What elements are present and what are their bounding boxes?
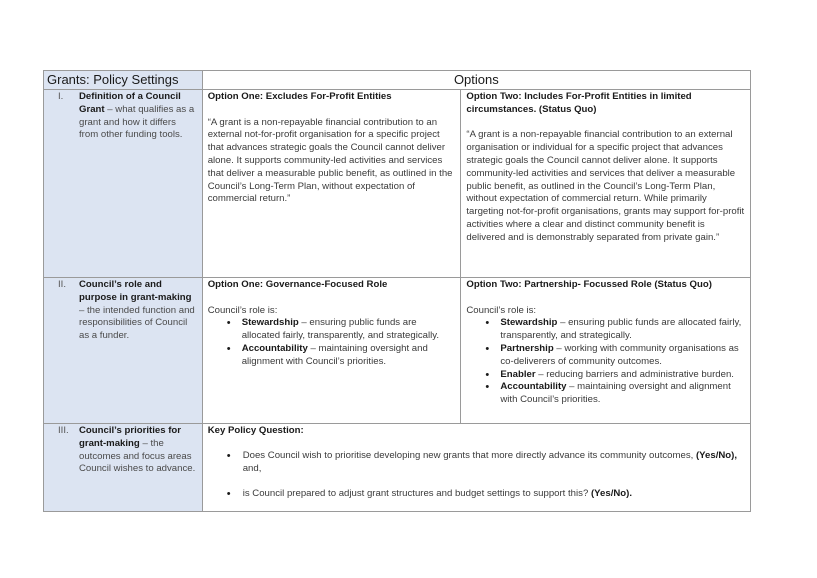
bullet-term: Accountability [241, 342, 308, 354]
row-label-cell [44, 90, 203, 278]
bullet-item [480, 369, 745, 382]
row-label-bold: Definition of a Council Grant [79, 91, 181, 115]
bullet-item [480, 343, 745, 369]
bullet-desc: – ensuring public funds are allocated fairly, transparently, and strategically. [500, 317, 742, 342]
table-row [44, 278, 751, 424]
row-label-desc: – the intended function and responsibilities of Council as a funder. [79, 304, 195, 342]
question-after: and, [242, 462, 262, 474]
row-label-bold: Council’s role and purpose in grant-making [79, 279, 192, 303]
bullet-desc: – maintaining oversight and alignment with Council’s priorities. [241, 342, 428, 367]
option-two-cell [461, 90, 751, 278]
option-one-cell [202, 90, 461, 278]
header-policy-settings: Grants: Policy Settings [44, 71, 203, 90]
option-one-intro: Council’s role is: [207, 304, 278, 316]
bullet-desc: – reducing barriers and administrative burden. [535, 368, 734, 380]
bullet-desc: – working with community organisations as co-deliverers of community outcomes. [500, 342, 739, 367]
bullet-desc: – ensuring public funds are allocated fairly, transparently, and strategically. [241, 317, 440, 342]
row-label-cell [44, 278, 203, 424]
table-row [44, 90, 751, 278]
key-question-list [208, 450, 745, 501]
option-one-title: Option One: Governance-Focused Role [207, 279, 388, 290]
row-label [79, 91, 197, 142]
option-two-definition: “A grant is a non-repayable financial contribution to an external organisation or individual for a specific project that advances strategic goals the Council cannot deliver alone. It supports community-led activities and services that deliver a measurable public benefit, as outlined in the Council’s Long-Term Plan, without expectation of commercial return. While primarily targeting not-for-profit organisations, grants may support for-profit activities where a clear and distinct community benefit is delivered and is demonstrably separated from private gain.” [466, 129, 745, 243]
bullet-term: Partnership [500, 342, 554, 354]
row-label-desc: – the outcomes and focus areas Council wishes to advance. [79, 437, 196, 475]
option-two-cell [461, 278, 751, 424]
bullet-term: Accountability [500, 381, 567, 393]
row-label-bold: Council’s priorities for grant-making [79, 425, 181, 449]
header-options: Options [202, 71, 750, 90]
row-label-desc: – what qualifies as a grant and how it differs from other funding tools. [79, 103, 195, 141]
bullet-item [222, 343, 456, 369]
table-header-row [44, 71, 751, 90]
bullet-item [480, 317, 745, 343]
policy-settings-table [43, 70, 751, 512]
bullet-term: Stewardship [500, 317, 558, 329]
question-text: is Council prepared to adjust grant structures and budget settings to support this? [242, 488, 591, 500]
question-item [222, 450, 745, 476]
table-row [44, 424, 751, 512]
option-two-intro: Council’s role is: [466, 304, 537, 316]
bullet-item [480, 381, 745, 407]
row-label-cell [44, 424, 203, 512]
bullet-item [222, 317, 456, 343]
option-one-cell [202, 278, 461, 424]
bullet-term: Enabler [500, 368, 536, 380]
question-text: Does Council wish to prioritise developing new grants that more directly advance its community outcomes, [242, 449, 696, 461]
bullet-desc: – maintaining oversight and alignment with Council’s priorities. [500, 381, 731, 406]
option-one-bullets [208, 317, 456, 368]
option-one-title: Option One: Excludes For-Profit Entities [207, 91, 392, 102]
bullet-term: Stewardship [241, 317, 299, 329]
row-label [79, 279, 197, 343]
key-question-title: Key Policy Question: [207, 425, 304, 436]
option-one-definition: “A grant is a non-repayable financial contribution to an external not-for-profit organisation for a specific project that advances strategic goals the Council cannot deliver alone. It supports community-led activities and services that deliver a measurable public benefit, as outlined in the Council’s Long-Term Plan, without expectation of commercial return.” [207, 116, 453, 205]
row-number: II. [58, 279, 66, 290]
key-question-cell [202, 424, 750, 512]
question-answer-format: (Yes/No). [590, 488, 633, 500]
row-label [79, 425, 197, 476]
option-two-title: Option Two: Partnership- Focussed Role (Status Quo) [466, 279, 712, 290]
row-number: III. [58, 425, 69, 436]
option-two-bullets [466, 317, 745, 407]
question-answer-format: (Yes/No), [695, 449, 738, 461]
row-number: I. [58, 91, 64, 102]
question-item [222, 488, 745, 501]
option-two-title: Option Two: Includes For-Profit Entities in limited circumstances. (Status Quo) [466, 91, 692, 115]
